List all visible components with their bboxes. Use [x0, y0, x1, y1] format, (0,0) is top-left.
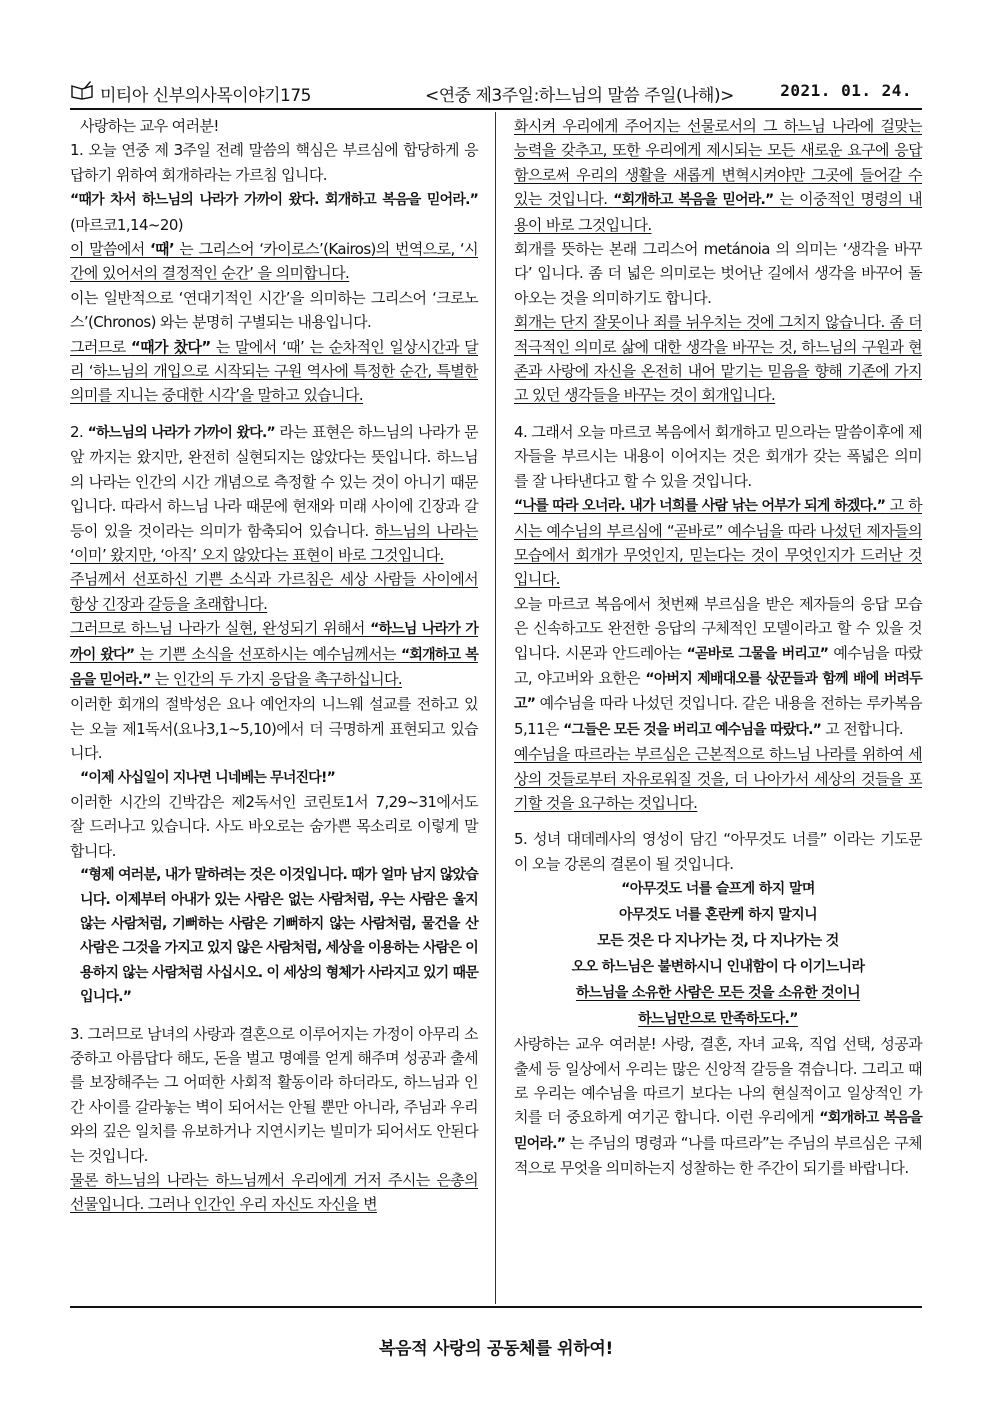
paragraph: 사랑하는 교우 여러분! 사랑, 결혼, 자녀 교육, 직업 선택, 성공과 출세 등 일상에서 우리는 많은 신앙적 갈등을 겪습니다. 그리고 때로 우리는 예수님을 따르기 보다는 나의 현실적이고 일상적인 가치를 더 중요하게 여기곤 합니다. 이런 우리에게 “회개하고 복음을 믿어라.” 는 주님의 명령과 “나를 따르라”는 주님의 부르심은 구체적으로 무엇을 의미하는지 성찰하는 한 주간이 되기를 바랍니다. [514, 1035, 922, 1178]
paragraph: 3. 그러므로 남녀의 사랑과 결혼으로 이루어지는 가정이 아무리 소중하고 아름답다 해도, 돈을 벌고 명예를 얻게 해주며 성공과 출세를 보장해주는 그 어떠한 사회적 활동이라 하더라도, 하느님과 인간 사이를 갈라놓는 벽이 되어서는 안될 뿐만 아니라, 주님과 우리와의 깊은 일치를 유보하거나 지연시키는 빌미가 되어서도 안된다는 것입니다. [70, 1024, 478, 1165]
column-divider [495, 112, 496, 1304]
paragraph: 이러한 회개의 절박성은 요나 예언자의 니느웨 설교를 전하고 있는 오늘 제1독서(요나3,1~5,10)에서 더 극명하게 표현되고 있습니다. [70, 695, 478, 763]
greeting: 사랑하는 교우 여러분! [80, 117, 219, 135]
poem-line: 하느님만으로 만족하도다.” [638, 1011, 798, 1028]
scripture-quote: “때가 차서 하느님의 나라가 가까이 왔다. 회개하고 복음을 믿어라.” (마르코1,14~20) [70, 192, 478, 234]
scripture-quote: “형제 여러분, 내가 말하려는 것은 이것입니다. 때가 얼마 남지 않았습니다. 이제부터 아내가 있는 사람은 없는 사람처럼, 우는 사람은 울지 않는 사람처럼, 기뻐하는 사람은 기뻐하지 않는 사람처럼, 물건을 산 사람은 그것을 가지고 있지 않은 사람처럼, 세상을 이용하는 사람은 이용하지 않는 사람처럼 사십시오. 이 세상의 형체가 사라지고 있기 때문입니다.” [80, 867, 478, 1006]
sunday-title: <연중 제3주일:하느님의 말씀 주일(나해)> [425, 86, 734, 106]
paragraph: 4. 그래서 오늘 마르코 복음에서 회개하고 믿으라는 말씀이후에 제자들을 부르시는 내용이 이어지는 것은 회개가 갖는 폭넓은 의미를 잘 나타낸다고 할 수 있을 것입니다. [514, 422, 922, 490]
footer-rule [70, 1306, 922, 1308]
paragraph: 이러한 시간의 긴박감은 제2독서인 코린토1서 7,29~31에서도 잘 드러나고 있습니다. 사도 바오로는 숨가쁜 목소리로 이렇게 말합니다. [70, 792, 478, 860]
paragraph: 이는 일반적으로 ‘연대기적인 시간’을 의미하는 그리스어 ‘크로노스’(Chronos) 와는 분명히 구별되는 내용입니다. [70, 288, 478, 332]
poem-line: 오오 하느님은 불변하시니 인내함이 다 이기느니라 [571, 959, 865, 976]
paragraph: 회개는 단지 잘못이나 죄를 뉘우치는 것에 그치지 않습니다. 좀 더 적극적인 의미로 삶에 대한 생각을 바꾸는 것, 하느님의 구원과 현존과 사랑에 자신을 온전히 내어 맡기는 믿음을 향해 기존에 가지고 있던 생각들을 바꾸는 것이 회개입니다. [514, 313, 922, 405]
paragraph: 2. “하느님의 나라가 가까이 왔다.” 라는 표현은 하느님의 나라가 문앞 까지는 왔지만, 완전히 실현되지는 않았다는 뜻입니다. 하느님의 나라는 인간의 시간 개념으로 측정할 수 있는 것이 아니기 때문입니다. 따라서 하느님 나라 때문에 현재와 미래 사이에 긴장과 갈등이 있을 것이라는 의미가 함축되어 있습니다. 하느님의 나라는 ‘이미’ 왔지만, ‘아직’ 오지 않았다는 표현이 바로 그것입니다. [70, 422, 479, 564]
page-header [70, 78, 922, 110]
paragraph: 그러므로 “때가 찼다” 는 말에서 ‘때’ 는 순차적인 일상시간과 달리 ‘하느님의 개입으로 시작되는 구원 역사에 특정한 순간, 특별한 의미를 지니는 중대한 시각’을 말하고 있습니다. [70, 337, 478, 405]
paragraph: 물론 하느님의 나라는 하느님께서 우리에게 거저 주시는 은총의 선물입니다. 그러나 인간인 우리 자신도 자신을 변 [70, 1171, 478, 1214]
left-column [70, 114, 478, 1217]
paragraph: 회개를 뜻하는 본래 그리스어 metánoia 의 의미는 ‘생각을 바꾸다’ 입니다. 좀 더 넓은 의미로는 벗어난 길에서 생각을 바꾸어 돌아오는 것을 의미하기도 합니다. [514, 240, 922, 307]
scripture-quote: “이제 사십일이 지나면 니네베는 무너진다!” [80, 769, 335, 786]
paragraph: 예수님을 따르라는 부르심은 근본적으로 하느님 나라를 위하여 세상의 것들로부터 자유로워질 것을, 더 나아가서 세상의 것들을 포기할 것을 요구하는 것입니다. [514, 745, 922, 812]
poem-line: “아무것도 너를 슬프게 하지 말며 [621, 881, 815, 898]
paragraph: 5. 성녀 대데레사의 영성이 담긴 “아무것도 너를” 이라는 기도문이 오늘 강론의 결론이 될 것입니다. [514, 830, 922, 873]
paragraph: “나를 따라 오너라. 내가 너희를 사람 낚는 어부가 되게 하겠다.” 고 하시는 예수님의 부르심에 “곧바로” 예수님을 따라 나섰던 제자들의 모습에서 회개가 무엇인지, 믿는다는 것이 무엇인지가 드러난 것입니다. [514, 496, 922, 589]
paragraph: 이 말씀에서 ‘때’ 는 그리스어 ‘카이로스’(Kairos)의 번역으로, ‘시간에 있어서의 결정적인 순간’ 을 의미합니다. [70, 240, 478, 283]
poem-line: 모든 것은 다 지나가는 것, 다 지나가는 것 [597, 933, 839, 950]
paragraph: 그러므로 하느님 나라가 실현, 완성되기 위해서 “하느님 나라가 가까이 왔다” 는 기쁜 소식을 선포하시는 예수님께서는 “회개하고 복음을 믿어라.” 는 인간의 두 가지 응답을 촉구하십니다. [70, 619, 478, 688]
paragraph: 주님께서 선포하신 기쁜 소식과 가르침은 세상 사람들 사이에서 항상 긴장과 갈등을 초래합니다. [70, 570, 478, 613]
paragraph: 1. 오늘 연중 제 3주일 전례 말씀의 핵심은 부르심에 합당하게 응답하기 위하여 회개하라는 가르침 입니다. [70, 141, 478, 184]
series-title: 미티아 신부의사목이야기175 [100, 86, 311, 106]
issue-date: 2021. 01. 24. [780, 81, 912, 100]
open-book-icon [70, 80, 94, 100]
poem-line: 하느님을 소유한 사람은 모든 것을 소유한 것이니 [575, 985, 861, 1002]
prayer-poem [514, 876, 922, 1032]
paragraph: 오늘 마르코 복음에서 첫번째 부르심을 받은 제자들의 응답 모습은 신속하고도 완전한 응답의 구체적인 모델이라고 할 수 있을 것입니다. 시몬과 안드레아는 “곧바로 그물을 버리고” 예수님을 따랐고, 야고버와 요한은 “아버지 제배대오를 삯꾼들과 함께 배에 버려두고” 예수님을 따라 나섰던 것입니다. 같은 내용을 전하는 루카복음 5,11은 “그들은 모든 것을 버리고 예수님을 따랐다.” 고 전합니다. [514, 594, 922, 738]
paragraph: 화시켜 우리에게 주어지는 선물로서의 그 하느님 나라에 걸맞는 능력을 갖추고, 또한 우리에게 제시되는 모든 새로운 요구에 응답함으로써 우리의 생활을 새롭게 변혁시켜야만 그곳에 들어갈 수 있는 것입니다. “회개하고 복음을 믿어라.” 는 이중적인 명령의 내용이 바로 그것입니다. [514, 117, 922, 234]
poem-line: 아무것도 너를 혼란케 하지 말지니 [618, 907, 818, 924]
right-column [514, 114, 922, 1181]
footer-motto: 복음적 사랑의 공동체를 위하여! [379, 1339, 613, 1359]
